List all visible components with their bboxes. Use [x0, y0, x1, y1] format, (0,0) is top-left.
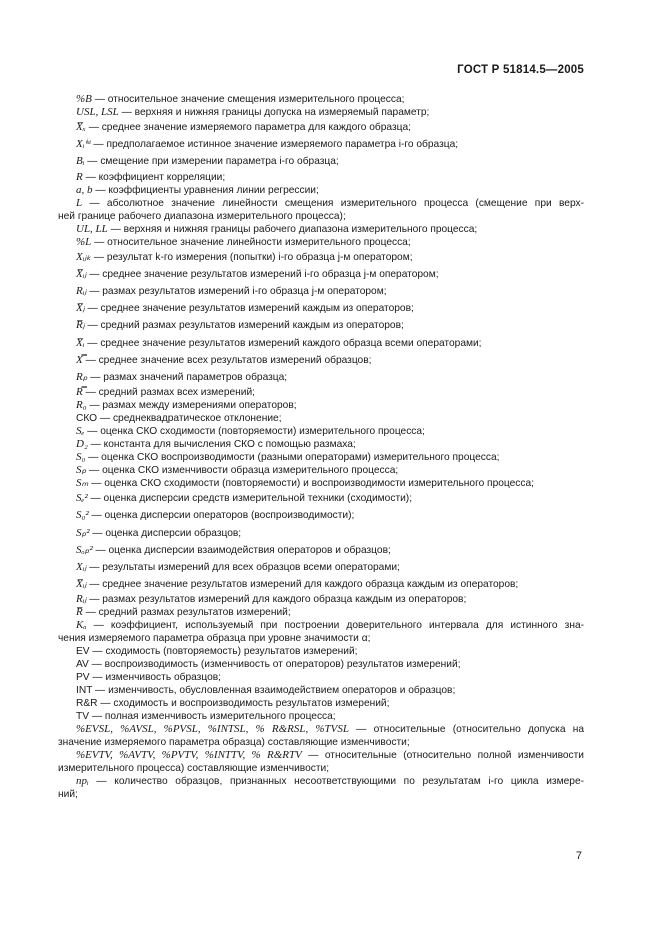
definition-symbol: %B: [76, 93, 92, 105]
definition-line: [58, 749, 584, 762]
definition-symbol: R: [76, 170, 83, 183]
definition-line: [58, 576, 584, 593]
definition-symbol: Sₑ²: [76, 492, 88, 505]
definition-text: — средний размах всех измерений;: [82, 387, 256, 399]
definition-line: [58, 490, 584, 507]
definition-text: EV — сходимость (повторяемость) результатов измерений;: [76, 646, 358, 658]
definition-text: — константа для вычисления СКО с помощью размаха;: [87, 439, 356, 451]
definition-line: [58, 352, 584, 369]
definition-line: [58, 317, 584, 334]
definition-symbol: Sₚ²: [76, 526, 90, 539]
definition-symbol: R̅ⱼ: [76, 319, 85, 332]
definition-line: [58, 606, 584, 619]
definition-symbol: Sₘ: [76, 477, 89, 490]
definition-text: — относительные (относительно допуска на: [348, 724, 584, 736]
definition-text: — количество образцов, признанных несоответствующими по результатам i-го цикла измере-: [88, 776, 584, 788]
definition-line: [58, 451, 584, 464]
definition-text: — относительное значение линейности измерительного процесса;: [91, 236, 411, 248]
definition-symbol: USL, LSL: [76, 106, 119, 118]
definition-line: [58, 136, 584, 153]
definition-symbol: Xᵢⱼₖ: [76, 250, 92, 263]
definition-text: измерительного процесса) составляющие изменчивости;: [58, 763, 330, 775]
definition-line: [58, 775, 584, 788]
definition-text: — верхняя и нижняя границы рабочего диапазона измерительного процесса;: [107, 223, 478, 235]
definition-symbol: %EVSL, %AVSL, %PVSL, %INTSL, % R&RSL, %TVSL: [76, 723, 349, 736]
definition-text: — среднее значение всех результатов измерений образцов;: [82, 354, 372, 366]
definition-text: — среднее значение результатов измерений каждого образца всеми операторами;: [84, 337, 482, 349]
definition-line: [58, 723, 584, 736]
definition-text: — среднее значение результатов измерений для каждого образца каждым из операторов;: [86, 579, 519, 591]
document-header: ГОСТ Р 51814.5—2005: [457, 64, 584, 76]
definition-text: — средний размах результатов измерений каждым из операторов;: [84, 320, 404, 332]
definition-symbol: X̅ᵢ: [76, 336, 85, 349]
definition-text: — размах между измерениями операторов;: [86, 400, 297, 412]
definition-text: — коэффициенты уравнения линии регрессии;: [92, 184, 319, 196]
definition-text: — оценка СКО воспроизводимости (разными операторами) измерительного процесса;: [85, 452, 500, 464]
definition-symbol: %EVTV, %AVTV, %PVTV, %INTTV, % R&RTV: [76, 749, 302, 762]
definition-line: [58, 525, 584, 542]
definition-line: [58, 438, 584, 451]
definition-symbol: R̿: [76, 386, 83, 399]
definition-line: [58, 236, 584, 249]
definition-line: [58, 106, 584, 119]
definition-symbol: Sₚ: [76, 464, 87, 477]
definition-line: [58, 632, 584, 645]
definition-symbol: D₂: [76, 438, 88, 451]
definition-text: — предполагаемое истинное значение измеряемого параметра i-го образца;: [90, 139, 459, 151]
definition-text: СКО — среднеквадратическое отклонение;: [76, 413, 282, 425]
definition-text: чения измеряемого параметра образца при уровне значимости α;: [58, 633, 371, 645]
definition-text: — относительные (относительно полной изменчивости: [301, 750, 584, 762]
definition-line: [58, 559, 584, 576]
definition-text: — коэффициент корреляции;: [82, 171, 226, 183]
definition-text: ний;: [58, 789, 78, 801]
definition-text: — оценка дисперсии взаимодействия операторов и образцов;: [92, 544, 391, 556]
definition-line: [58, 464, 584, 477]
definition-symbol: a, b: [76, 183, 93, 196]
definition-symbol: X̿: [76, 353, 83, 366]
definition-text: — относительное значение смещения измерительного процесса;: [91, 94, 405, 105]
definition-symbol: Rᵢⱼ: [76, 285, 87, 298]
definition-line: [58, 223, 584, 236]
definition-line: [58, 119, 584, 136]
definition-text: — оценка дисперсии операторов (воспроизводимости);: [88, 510, 355, 522]
definition-symbol: R₀: [76, 399, 87, 412]
definition-text: — размах значений параметров образца;: [87, 372, 288, 384]
definition-line: [58, 93, 584, 106]
definition-text: — абсолютное значение линейности смещения измерительного процесса (смещение при верх-: [82, 197, 584, 209]
definition-symbol: S₀²: [76, 509, 89, 522]
definition-text: TV — полная изменчивость измерительного процесса;: [76, 711, 336, 723]
definition-line: [58, 762, 584, 775]
definition-symbol: Xᵢⁱˢᵗ: [76, 138, 91, 151]
definition-text: PV — изменчивость образцов;: [76, 672, 221, 684]
definition-symbol: Rᵢⱼ: [76, 593, 87, 606]
definitions-list: [58, 93, 584, 801]
definition-text: — средний размах результатов измерений;: [82, 607, 291, 619]
definition-line: [58, 671, 584, 684]
definition-text: — среднее значение измеряемого параметра для каждого образца;: [85, 122, 411, 133]
definition-text: — смещение при измерении параметра i-го образца;: [84, 156, 339, 168]
definition-line: [58, 283, 584, 300]
definition-symbol: X̅ⱼ: [76, 302, 85, 315]
definition-text: — коэффициент, используемый при построении доверительного интервала для истинного зна-: [86, 620, 584, 632]
definition-line: [58, 197, 584, 210]
definition-line: [58, 425, 584, 438]
definition-line: [58, 593, 584, 606]
definition-text: — среднее значение результатов измерений каждым из операторов;: [84, 303, 414, 315]
definition-line: [58, 153, 584, 170]
definition-line: [58, 266, 584, 283]
definition-symbol: Bᵢ: [76, 155, 85, 168]
definition-line: [58, 477, 584, 490]
definition-text: R&R — сходимость и воспроизводимость результатов измерений;: [76, 698, 390, 710]
definition-line: [58, 619, 584, 632]
definition-text: — оценка СКО сходимости (повторяемости) и воспроизводимости измерительного процесса;: [88, 478, 534, 490]
definition-symbol: X̅ₓ: [76, 121, 86, 133]
definition-line: [58, 645, 584, 658]
definition-symbol: Sₒₚ²: [76, 543, 93, 556]
definition-symbol: L: [76, 196, 83, 209]
definition-text: ней границе рабочего диапазона измерительного процесса);: [58, 210, 346, 222]
definition-line: [58, 412, 584, 425]
definition-line: [58, 171, 584, 184]
definition-line: [58, 300, 584, 317]
definition-text: — оценка дисперсии образцов;: [89, 527, 242, 539]
definition-text: — результаты измерений для всех образцов всеми операторами;: [86, 562, 400, 574]
definition-symbol: S₀: [76, 451, 86, 464]
definition-line: [58, 788, 584, 801]
definition-symbol: X̅ᵢⱼ: [76, 578, 87, 591]
definition-symbol: %L: [76, 235, 92, 248]
definition-text: — результат k-го измерения (попытки) i-го образца j-м оператором;: [91, 251, 413, 263]
definition-symbol: X̅ᵢⱼ: [76, 267, 87, 280]
definition-line: [58, 710, 584, 723]
definition-text: — среднее значение результатов измерений i-го образца j-м оператором;: [86, 268, 439, 280]
definition-line: [58, 736, 584, 749]
definition-line: [58, 399, 584, 412]
definition-symbol: Xᵢⱼ: [76, 561, 87, 574]
page-number: 7: [575, 850, 582, 862]
definition-text: — оценка дисперсии средств измерительной техники (сходимости);: [87, 493, 413, 505]
definition-text: AV — воспроизводимость (изменчивость от операторов) результатов измерений;: [76, 659, 461, 671]
definition-line: [58, 658, 584, 671]
definition-text: — размах результатов измерений для каждого образца каждым из операторов;: [86, 594, 467, 606]
definition-text: — оценка СКО сходимости (повторяемости) измерительного процесса;: [84, 426, 425, 438]
definition-text: INT — изменчивость, обусловленная взаимодействием операторов и образцов;: [76, 685, 456, 697]
definition-symbol: Sₑ: [76, 425, 85, 438]
definition-line: [58, 507, 584, 524]
definition-line: [58, 386, 584, 399]
definition-line: [58, 369, 584, 386]
definition-symbol: R̅: [76, 606, 83, 619]
definition-line: [58, 249, 584, 266]
definition-line: [58, 210, 584, 223]
definition-symbol: npᵢ: [76, 775, 89, 788]
definition-text: — размах результатов измерений i-го образца j-м оператором;: [86, 286, 387, 298]
definition-line: [58, 542, 584, 559]
definition-text: значение измеряемого параметра образца) составляющие изменчивости;: [58, 737, 410, 749]
definition-text: — верхняя и нижняя границы допуска на измеряемый параметр;: [118, 107, 430, 118]
definition-text: — оценка СКО изменчивости образца измерительного процесса;: [86, 465, 399, 477]
definition-line: [58, 684, 584, 697]
definition-line: [58, 335, 584, 352]
definition-line: [58, 184, 584, 197]
definition-symbol: UL, LL: [76, 222, 108, 235]
definition-line: [58, 697, 584, 710]
definition-symbol: Kₐ: [76, 619, 87, 632]
definition-symbol: Rₚ: [76, 371, 88, 384]
